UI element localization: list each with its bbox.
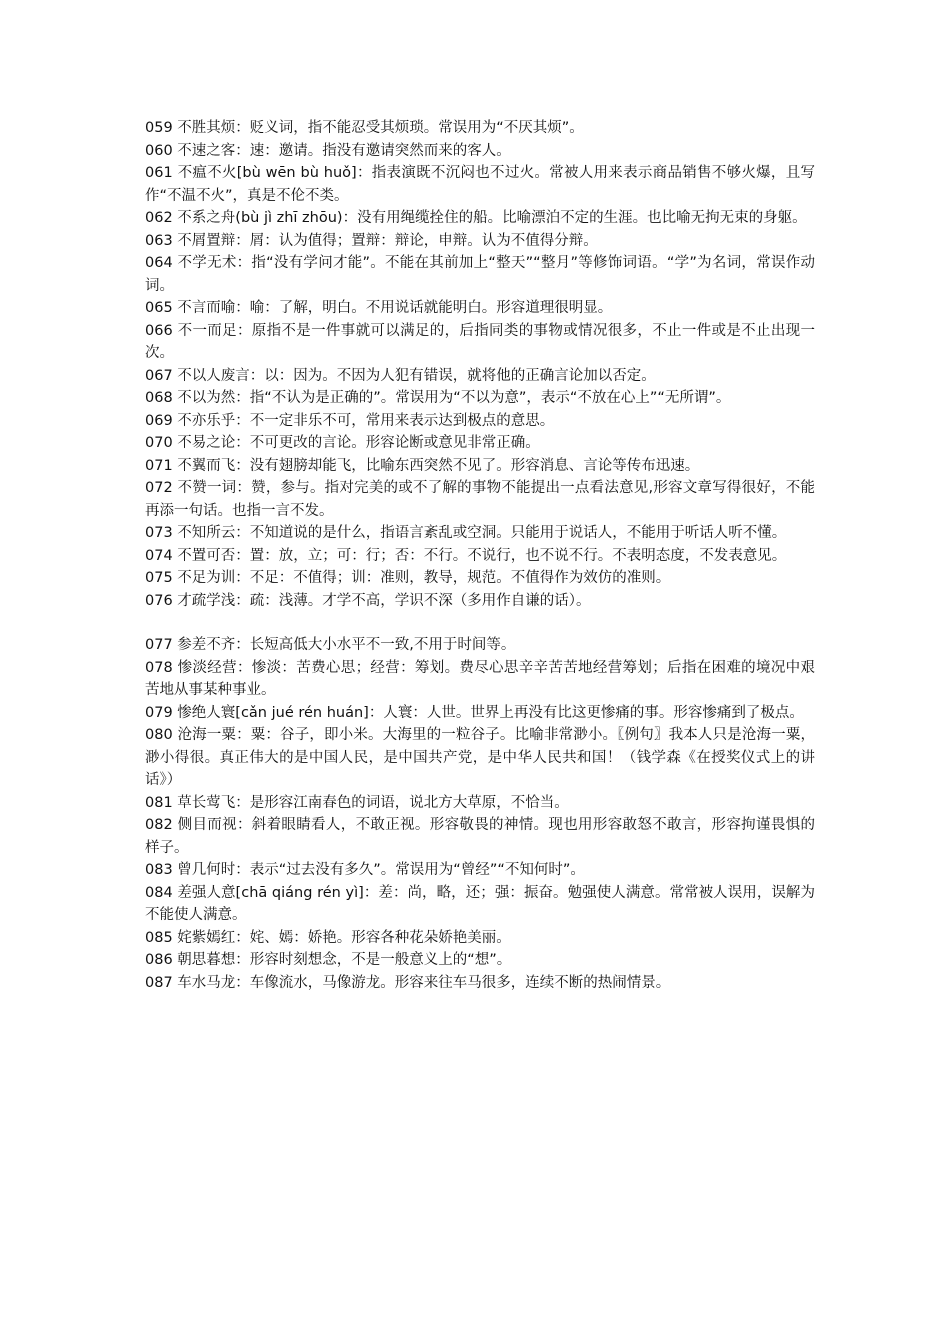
- entry-073: 073 不知所云：不知道说的是什么，指语言紊乱或空洞。只能用于说话人，不能用于听话人听不懂。: [145, 525, 787, 541]
- entry-078: 078 惨淡经营：惨淡：苦费心思；经营：筹划。费尽心思辛辛苦苦地经营筹划；后指在困难的境况中艰苦地从事某种事业。: [145, 659, 815, 698]
- entry-066: 066 不一而足：原指不是一件事就可以满足的，后指同类的事物或情况很多，不止一件或是不止出现一次。: [145, 322, 815, 361]
- entry-074: 074 不置可否：置：放，立；可：行；否：不行。不说行，也不说不行。不表明态度，不发表意见。: [145, 547, 787, 564]
- entry-059: 059 不胜其烦：贬义词，指不能忍受其烦琐。常误用为“不厌其烦”。: [145, 120, 584, 136]
- entry-077: 077 参差不齐：长短高低大小水平不一致,不用于时间等。: [145, 637, 516, 653]
- entry-080: 080 沧海一粟：粟：谷子，即小米。大海里的一粒谷子。比喻非常渺小。〖例句〗我本人只是沧海一粟，渺小得很。真正伟大的是中国人民，是中国共产党，是中华人民共和国！（钱学森《在授奖仪式上的讲话》）: [145, 727, 815, 788]
- entry-079: 079 惨绝人寰[cǎn jué rén huán]：人寰：人世。世界上再没有比这更惨痛的事。形容惨痛到了极点。: [145, 704, 804, 721]
- entry-076: 076 才疏学浅：疏：浅薄。才学不高，学识不深（多用作自谦的话）。: [145, 592, 591, 609]
- entry-060: 060 不速之客：速：邀请。指没有邀请突然而来的客人。: [145, 142, 511, 159]
- entry-065: 065 不言而喻：喻：了解，明白。不用说话就能明白。形容道理很明显。: [145, 300, 613, 316]
- entry-069: 069 不亦乐乎：不一定非乐不可，常用来表示达到极点的意思。: [145, 412, 555, 429]
- entry-083: 083 曾几何时：表示“过去没有多久”。常误用为“曾经”“不知何时”。: [145, 862, 585, 878]
- entry-067: 067 不以人废言：以：因为。不因为人犯有错误，就将他的正确言论加以否定。: [145, 367, 656, 384]
- entry-072: 072 不赞一词：赞，参与。指对完美的或不了解的事物不能提出一点看法意见,形容文章写得很好，不能再添一句话。也指一言不发。: [145, 480, 815, 519]
- entry-082: 082 侧目而视：斜着眼睛看人，不敢正视。形容敬畏的神情。现也用形容敢怒不敢言，形容拘谨畏惧的样子。: [145, 817, 815, 856]
- entry-081: 081 草长莺飞：是形容江南春色的词语，说北方大草原，不恰当。: [145, 794, 569, 811]
- entry-086: 086 朝思暮想：形容时刻想念，不是一般意义上的“想”。: [145, 952, 512, 968]
- entry-062: 062 不系之舟(bù jì zhī zhōu)：没有用绳缆拴住的船。比喻漂泊不定的生涯。也比喻无拘无束的身躯。: [145, 210, 807, 226]
- entry-061: 061 不瘟不火[bù wēn bù huǒ]：指表演既不沉闷也不过火。常被人用来表示商品销售不够火爆，且写作“不温不火”，真是不伦不类。: [145, 165, 815, 204]
- entry-084: 084 差强人意[chā qiáng rén yì]：差：尚，略，还；强：振奋。勉强使人满意。常常被人误用，误解为不能使人满意。: [145, 884, 815, 923]
- entry-070: 070 不易之论：不可更改的言论。形容论断或意见非常正确。: [145, 435, 540, 451]
- entry-087: 087 车水马龙：车像流水，马像游龙。形容来往车马很多，连续不断的热闹情景。: [145, 974, 671, 991]
- paragraph-gap: [145, 612, 815, 634]
- entry-071: 071 不翼而飞：没有翅膀却能飞，比喻东西突然不见了。形容消息、言论等传布迅速。: [145, 457, 700, 474]
- entry-075: 075 不足为训：不足：不值得；训：准则，教导，规范。不值得作为效仿的准则。: [145, 570, 671, 586]
- entry-063: 063 不屑置辩：屑：认为值得；置辩：辩论，申辩。认为不值得分辩。: [145, 232, 598, 249]
- idiom-list: [145, 117, 815, 994]
- entry-068: 068 不以为然：指“不认为是正确的”。常误用为“不以为意”，表示“不放在心上”“无所谓”。: [145, 390, 731, 406]
- entry-064: 064 不学无术：指“没有学问才能”。不能在其前加上“整天”“整月”等修饰词语。“学”为名词，常误作动词。: [145, 255, 815, 294]
- entry-085: 085 姹紫嫣红：姹、嫣：娇艳。形容各种花朵娇艳美丽。: [145, 929, 511, 946]
